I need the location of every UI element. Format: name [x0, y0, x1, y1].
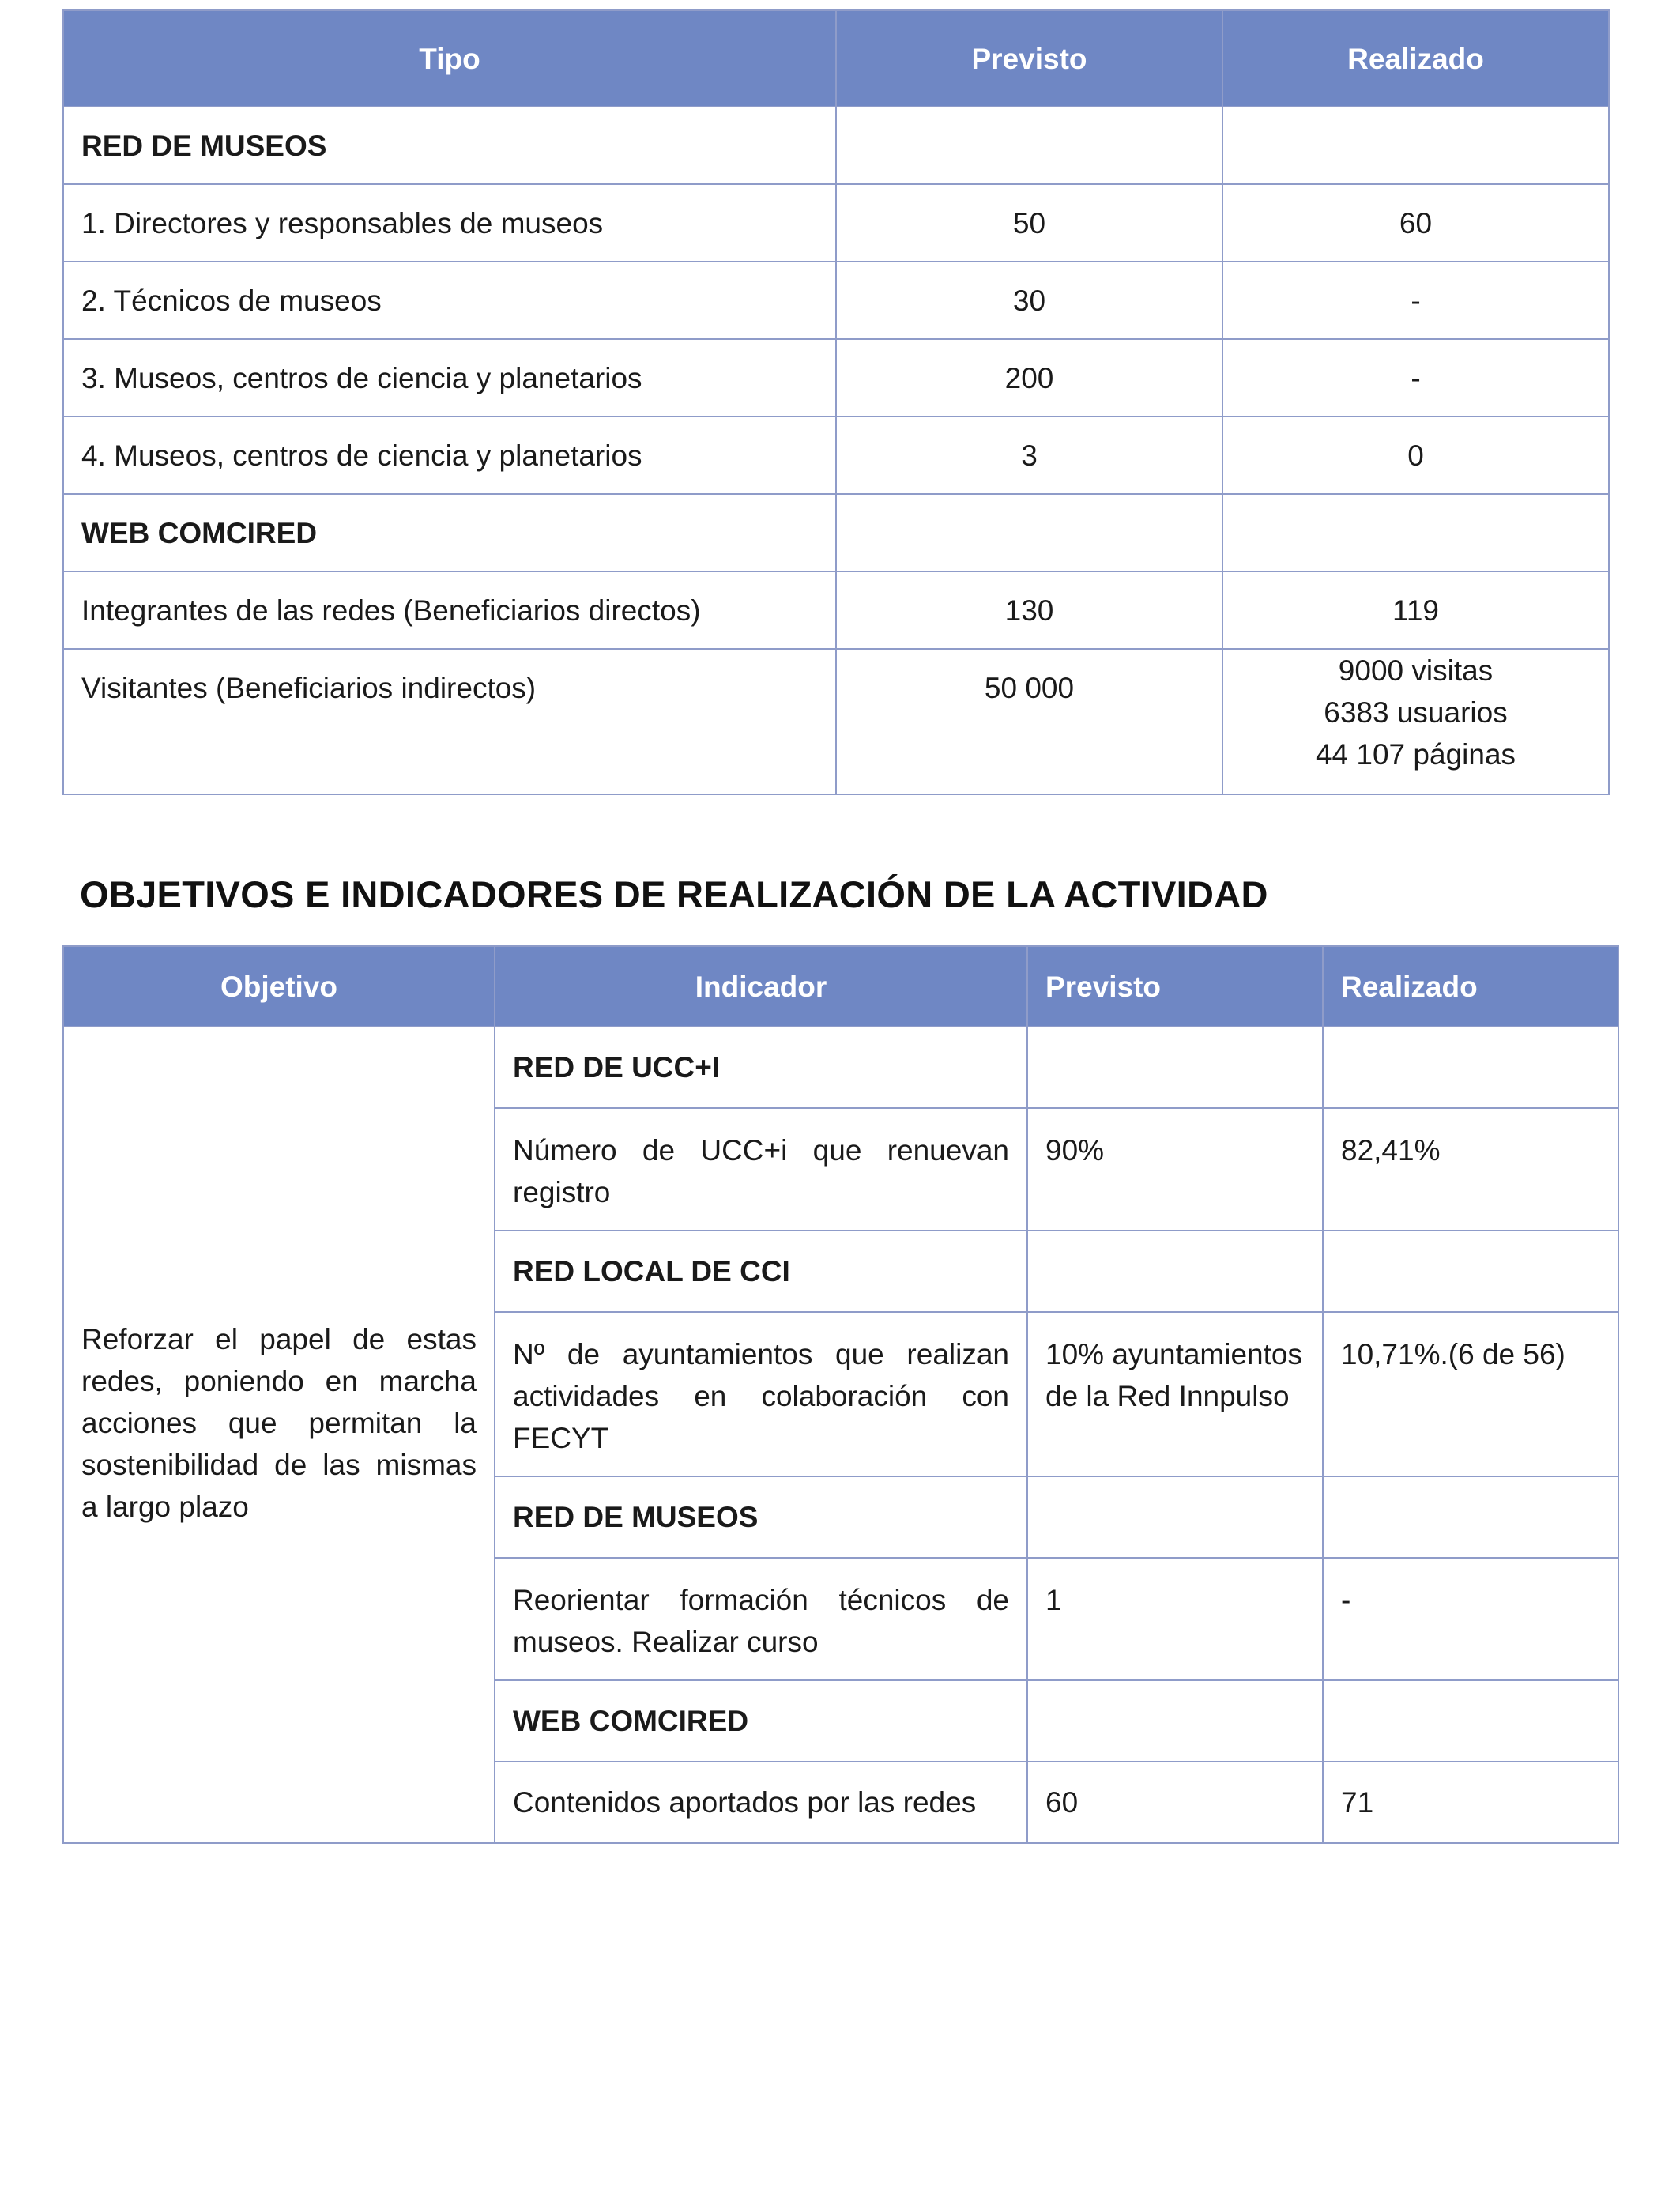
cell-previsto: 10% ayuntamientos de la Red Innpulso — [1027, 1312, 1323, 1476]
beneficiarios-table — [62, 9, 1610, 795]
realizado-line-visitas: 9000 visitas — [1338, 654, 1494, 687]
cell-realizado: 82,41% — [1323, 1108, 1618, 1231]
cell-previsto: 1 — [1027, 1558, 1323, 1680]
cell-tipo: Integrantes de las redes (Beneficiarios directos) — [63, 571, 836, 649]
table-row — [63, 184, 1609, 262]
section-label-web-comcired: WEB COMCIRED — [63, 494, 836, 571]
cell-indicador: Contenidos aportados por las redes — [495, 1762, 1027, 1843]
cell-realizado — [1222, 649, 1609, 794]
cell-realizado: 60 — [1222, 184, 1609, 262]
table-row — [63, 262, 1609, 339]
cell-realizado — [1222, 107, 1609, 184]
cell-previsto — [1027, 1680, 1323, 1762]
cell-realizado: - — [1222, 262, 1609, 339]
table-row — [63, 417, 1609, 494]
realizado-line-usuarios: 6383 usuarios — [1324, 696, 1508, 729]
cell-realizado: 0 — [1222, 417, 1609, 494]
column-header-previsto: Previsto — [1027, 946, 1323, 1027]
cell-realizado — [1222, 494, 1609, 571]
cell-realizado: 71 — [1323, 1762, 1618, 1843]
cell-previsto — [836, 494, 1222, 571]
table-header-row — [63, 946, 1618, 1027]
cell-tipo: 3. Museos, centros de ciencia y planetarios — [63, 339, 836, 417]
cell-tipo: 4. Museos, centros de ciencia y planetarios — [63, 417, 836, 494]
cell-tipo: 1. Directores y responsables de museos — [63, 184, 836, 262]
column-header-realizado: Realizado — [1323, 946, 1618, 1027]
section-heading-objetivos: OBJETIVOS E INDICADORES DE REALIZACIÓN DE LA ACTIVIDAD — [80, 873, 1268, 915]
table-row — [63, 494, 1609, 571]
cell-realizado: - — [1222, 339, 1609, 417]
cell-previsto: 30 — [836, 262, 1222, 339]
cell-realizado — [1323, 1476, 1618, 1558]
cell-previsto — [836, 107, 1222, 184]
cell-realizado — [1323, 1680, 1618, 1762]
cell-realizado: 119 — [1222, 571, 1609, 649]
column-header-tipo: Tipo — [63, 10, 836, 107]
cell-tipo: 2. Técnicos de museos — [63, 262, 836, 339]
column-header-indicador: Indicador — [495, 946, 1027, 1027]
cell-previsto: 3 — [836, 417, 1222, 494]
cell-realizado — [1323, 1027, 1618, 1108]
column-header-objetivo: Objetivo — [63, 946, 495, 1027]
realizado-line-paginas: 44 107 páginas — [1315, 738, 1516, 771]
cell-previsto: 60 — [1027, 1762, 1323, 1843]
cell-previsto — [1027, 1231, 1323, 1312]
cell-indicador: Nº de ayuntamientos que realizan actividades en colaboración con FECYT — [495, 1312, 1027, 1476]
cell-realizado — [1323, 1231, 1618, 1312]
cell-tipo: Visitantes (Beneficiarios indirectos) — [63, 649, 836, 794]
column-header-previsto: Previsto — [836, 10, 1222, 107]
section-label-red-de-museos: RED DE MUSEOS — [63, 107, 836, 184]
table-row — [63, 1027, 1618, 1108]
section-label-red-local-cci: RED LOCAL DE CCI — [495, 1231, 1027, 1312]
cell-previsto: 50 000 — [836, 649, 1222, 794]
table-row — [63, 649, 1609, 794]
objetivos-table — [62, 945, 1619, 1844]
table-row — [63, 107, 1609, 184]
cell-realizado: - — [1323, 1558, 1618, 1680]
table-row — [63, 339, 1609, 417]
cell-previsto: 90% — [1027, 1108, 1323, 1231]
cell-previsto: 50 — [836, 184, 1222, 262]
table-row — [63, 571, 1609, 649]
cell-previsto — [1027, 1476, 1323, 1558]
column-header-realizado: Realizado — [1222, 10, 1609, 107]
section-label-red-de-museos: RED DE MUSEOS — [495, 1476, 1027, 1558]
cell-previsto — [1027, 1027, 1323, 1108]
cell-previsto: 200 — [836, 339, 1222, 417]
table-header-row — [63, 10, 1609, 107]
cell-objetivo: Reforzar el papel de estas redes, poniendo en marcha acciones que permitan la sostenibilidad de las mismas a largo plazo — [63, 1027, 495, 1843]
cell-indicador: Número de UCC+i que renuevan registro — [495, 1108, 1027, 1231]
cell-indicador: Reorientar formación técnicos de museos. Realizar curso — [495, 1558, 1027, 1680]
section-label-red-ucci: RED DE UCC+I — [495, 1027, 1027, 1108]
cell-previsto: 130 — [836, 571, 1222, 649]
section-label-web-comcired: WEB COMCIRED — [495, 1680, 1027, 1762]
cell-realizado: 10,71%.(6 de 56) — [1323, 1312, 1618, 1476]
